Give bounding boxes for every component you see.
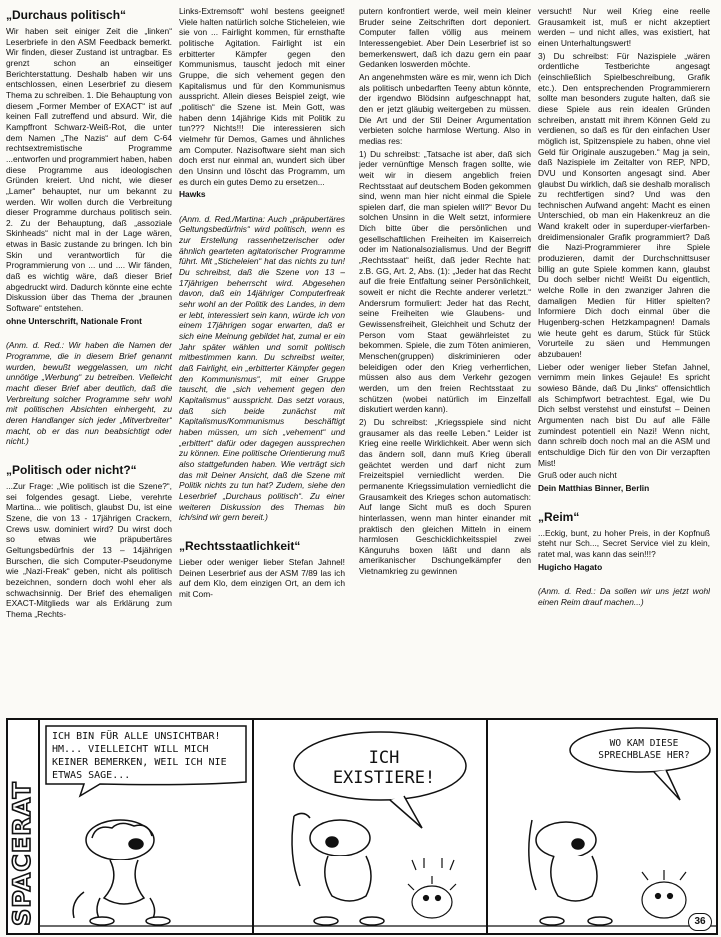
letter-signature: Hawks [179, 189, 206, 200]
speech-bubble-text: WO KAM DIESE SPRECHBLASE HER? [598, 738, 690, 761]
comic-panel-2 [254, 720, 488, 933]
alien-figure [292, 813, 384, 925]
letter-heading: „Rechtsstaatlichkeit“ [179, 538, 301, 553]
alien-figure [529, 820, 612, 925]
page-number: 36 [688, 913, 712, 931]
comic-panel-3 [488, 720, 716, 933]
letter-body: An angenehmsten wäre es mir, wenn ich Dich als politisch unbedarften Teeny abtun könnte, der irgendwo Blödsinn aufgeschnappt hat, den er jetzt gläubig weitergeben zu müssen. Die Art und der Stil Deiner Argumentation verbieten solche harmlose Wertung. Also in medias res: [359, 71, 531, 146]
column-2 [179, 6, 345, 711]
editor-note: (Anm. d. Red.: Da sollen wir uns jetzt wohl einen Reim drauf machen...) [538, 586, 710, 607]
spacerat-logo [8, 720, 40, 933]
column-3 [359, 6, 531, 711]
comic-strip [6, 718, 718, 935]
letter-body: Wir haben seit einiger Zeit die „linken“ Leserbriefe in den ASM Feedback bemerkt. Wir finden, dieser Zustand ist untragbar. Es grenzt schon an einseitiger Berichterstattung. Deshalb haben wir uns entschlossen, einen Leserbrief zu diesem Thema zu schreiben. 1. Die Behauptung von diesem „Former Member of EXACT“ ist auf keinen Fall zutreffend und absurd. Wir, die Kampffront Schwarz-Weiß-Rot, die unter dem Namen „The Nazis“ auf dem C-64 rechtsextremistische Programme ...entworfen und programmiert haben, haben diese Programme aus ideologischen Gründen kreiert. Und nicht, wie dieser „Lamer“ behauptet, nur um bekannt zu werden. Wir wollen durch die Verbreitung dieser Programme durchaus politisch sein. 2. Zu der Behauptung, daß „assoziale Skinheads“ nicht mal in der Lage wären, etwas in Basic zustande zu bringen. Ich bin Skin und verantwortlich für die Programmierung von ... und .... Wir fänden, daß es wichtig wäre, daß dieser Brief abgedruckt wird. Dadurch könnte eine echte Diskussion über das Thema der „braunen Software“ entstehen. [6, 26, 172, 314]
furry-creature [408, 858, 456, 918]
letter-body: Lieber oder weniger lieber Stefan Jahnel! Deinen Leserbrief aus der ASM 7/89 las ich auf dem Klo, dem einzigen Ort, an dem ich mit Com- [179, 556, 345, 599]
letter-heading: „Politisch oder nicht?“ [6, 462, 137, 477]
speech-bubble-text: ICH EXISTIERE! [332, 748, 436, 788]
letter-body: putern konfrontiert werde, weil mein kleiner Bruder seine Zeitschriften dort deponiert. Computer fallen völlig aus meinem Interessengebiet. Aber Dein Leserbrief ist so bemerkenswert, daß ich dazu gern ein paar Gedanken loswerden möchte. [359, 6, 531, 70]
letter-signature: Dein Matthias Binner, Berlin [538, 482, 650, 493]
letter-body: 1) Du schreibst: „Tatsache ist aber, daß sich jeder vernünftige Mensch fragen sollte, wie weit wir in diesem angeblich freien Rechtsstaat auf deutschem Boden gekommen sind, wenn man hier nicht einmal die Spiele spielen darf, die man spielen will?“ Bevor Du solchen Unsinn in die Welt setzt, informiere Dich bitte über die persönlichen und gesellschaftlichen Freiheiten im Kaiserreich oder im Nationalsozialismus. Und der Begriff „Rechtsstaat“ heißt, daß jeder Rechte hat: z.B. GG, Art. 2, Abs. (1): „Jeder hat das Recht auf die freie Entfaltung seiner Persönlichkeit, soweit er nicht die Rechte anderer verletzt.“ Andersrum formuliert: Jeder hat das Recht, seine Freiheiten wie Glaubens- und Gewissensfreiheit, Gleichheit und Schutz der Person vom Staat gewährleistet zu bekommen. Spiele, die zum Töten animieren, Menschen(gruppen) diskriminieren oder beleidigen oder den Krieg verherrlichen, müssen also aus dem Verkehr gezogen werden, um den freien Rechtsstaat zu schützen (wobei natürlich im Einzelfall diskutiert werden kann). [359, 148, 531, 415]
column-1 [6, 6, 172, 711]
letter-heading: „Durchaus politisch“ [6, 8, 127, 22]
logo-text: SPACERAT [8, 781, 36, 926]
editor-note: (Anm. d. Red.: Wir haben die Namen der Programme, die in diesem Brief genannt wurden, bewußt weggelassen, um nicht unnötige „Werbung“ zu betreiben. Vielleicht macht dieser Brief aber deutlich, daß die Verbreitung solcher Programme sehr wohl mit politischen Absichten einhergeht, zu deren Handlanger sich jeder „Mitverbreiter“ macht, ob er das nun beabsichtigt oder nicht.) [6, 340, 172, 447]
letter-body: Links-Extremsoft“ wohl bestens geeignet! Viele halten natürlich solche Sticheleien, wie sie von ... Fairlight kommen, für ernsthafte politische Agitation. Fairlight ist ein erbitterter Kämpfer gegen den Kommunismus, tauscht jedoch mit einer Gruppe, die sich vehement gegen den Kapitalismus und für den Kommunismus ausspricht. Allein dieses Beispiel zeigt, wie „politisch“ die Szene ist. Mein Gott, was haben denn 14jährige Kids mit Politik zu tun??? Nichts!!! Die interessieren sich vielmehr für Demos, Games und ähnliches am Computer. Nazisoftware sieht man sich doch erst nur einmal an, wundert sich über den Unsinn und löscht das Programm, um es durch ein gutes Demo zu ersetzen... [179, 6, 345, 187]
letter-body: ...Zur Frage: „Wie politisch ist die Szene?“, sei folgendes gesagt. Liebe, verehrte Martina... wie politisch, glaubst Du, ist eine Szene, die von 13 - 17jährigen Crackern, Crews usw. dominiert wird? Du wirst doch so etwas wie präpubertäres Geltungsbedürfnis der 13 – 14jährigen Burschen, die sich Computer-Pseudonyme wie „Nazi-Freak“ geben, nicht als politisch bezeichnen, sondern doch wohl eher als schwachsinnig. Der Brief des ehemaligen EXACT-Mitglieds war als Erklärung zum Thema „Rechts- [6, 480, 172, 619]
furry-creature [642, 870, 686, 918]
alien-figure [73, 820, 170, 925]
letter-body: 3) Du schreibst: Für Nazispiele „wären ordentliche Testberichte angesagt (einschließlich Spielbeschreibung, Grafik etc.). Den entsprechenden Programmierern sollte man besonders zugute halten, daß sie diese Spiele aus rein idealen Gründen schreiben, anstatt mit ihrem Können Geld zu verdienen, so daß es für den einfachen User möglich ist, Spitzenspiele zu haben, ohne viel Geld für Originale auszugeben.“ Mag ja sein, daß Nazispiele im Zeitalter von REP, NPD, DVU und Konsorten angesagt sind. Aber glaubst Du wirklich, daß sie deshalb moralisch zu rechtfertigen sind? Und was den technischen Aufwand angeht: Macht es einen Unterschied, ob man ein Hakenkreuz an die Wand krakelt oder in superduper-vierfarben-dreidimensionaler Grafik programmiert? Daß die Nazi-Programmierer ihre Spiele produzieren, damit der Durchschnittsuser billig an gute Spiele kommen kann, glaubst Du doch selber nicht! Weißt Du eigentlich, welche Rolle in den zwanziger Jahren die damaligen Medien für Hitler spielten? Informiere Dich doch einmal über die Hugenberg-schen Hetzkampagnen! Damals wie heute geht es darum, Stück für Stück Vorurteile zu säen und Hemmungen abzubauen! [538, 50, 710, 359]
letter-signature: ohne Unterschrift, Nationale Front [6, 315, 142, 326]
letter-signature: Hugicho Hagato [538, 561, 603, 572]
comic-panel-1 [40, 720, 254, 933]
editor-note: (Anm. d. Red./Martina: Auch „präpubertäres Geltungsbedürfnis“ wird politisch, wenn es zur Erstellung rassenhetzerischer oder ähnlich gearteten agitatorischer Programme führt. Mit „Sticheleien“ hat das nichts zu tun! Du schreibst, daß die Szene von 13 – 17jährigen beherrscht wird. Abgesehen davon, daß ein 14jähriger Computerfreak sehr wohl an der Politik des Landes, in dem er lebt, interessiert sein kann, würde ich von einem 17jährigen sogar erwarten, daß er sich eine Meinung gebildet hat, zumal er ein Jahr später wählen und somit politisch mitbestimmen kann. Du schreibst weiter, daß Fairlight, ein „erbitterter Kämpfer gegen den Kommunismus“, mit einer Gruppe tauscht, die „sich vehement gegen den Kapitalismus“ ausspricht. Das setzt voraus, daß sich beide zunächst mit Kapitalismus/Kommunismus beschäftigt haben müssen, um sich „vehement“ und „erbittert“ dafür oder dagegen aussprechen zu können. Eine politische Orientierung muß also stattgefunden haben. Wie verträgt sich das mit Deiner Ansicht, daß die Szene mit Politik nichts zu tun hat? Zudem, siehe den Leserbrief „Durchaus politisch“. Zu einer weiteren Diskussion des Themas bin ich/sind wir gern bereit.) [179, 213, 345, 523]
letter-body: versucht! Nur weil Krieg eine reelle Grausamkeit ist, muß er nicht akzeptiert werden – und nicht alles, was existiert, hat einen Unterhaltungswert! [538, 6, 710, 48]
column-4 [538, 6, 710, 711]
letter-body: Gruß oder auch nicht [538, 470, 617, 481]
letter-heading: „Reim“ [538, 509, 580, 524]
letter-body: Lieber oder weniger lieber Stefan Jahnel, vernimm mein linkes Gejaule! Es spricht sowieso Bände, daß Du „links“ offensichtlich als Schimpfwort betrachtest. Egal, wie Du Dich selbst verstehst und einstufst – Deinen Argumenten nach bist Du auf alle Fälle zumindest potentiell ein Nazi! Wenn nicht, dann schreib doch noch mal an die ASM und entschuldige Dich für den von Dir verzapften Mist! [538, 361, 710, 468]
letter-body: 2) Du schreibst: „Kriegsspiele sind nicht grausamer als das reelle Leben.“ Leider ist Krieg eine reelle Wirklichkeit. Aber wenn sich das ändern soll, dann muß Krieg überall geächtet werden und darf nicht zum Freizeitspiel verniedlicht werden. Die permanente Kriegssimulation verniedlicht die Grausamkeit des Krieges schon automatisch: Auf lange Sicht muß es doch Spuren hinterlassen, wenn man hinter einander mit praktisch den gleichen Mitteln in einem harmlosen Geschicklichkeitsspiel zwei Känguruhs boxen läßt und dann als amerikanischer Dschungelkämpfer den Vietnamkrieg zu gewinnen [359, 416, 531, 577]
speech-bubble-text: ICH BIN FÜR ALLE UNSICHTBAR! HM... VIELLEICHT WILL MICH KEINER BEMERKEN, WEIL ICH NIE ETWAS SAGE... [52, 731, 227, 781]
letter-body: ...Eckig, bunt, zu hoher Preis, in der Kopfnuß steht nur Sch..., Secret Service viel zu klein, ratet mal, was kann das sein!!!? [538, 527, 710, 559]
